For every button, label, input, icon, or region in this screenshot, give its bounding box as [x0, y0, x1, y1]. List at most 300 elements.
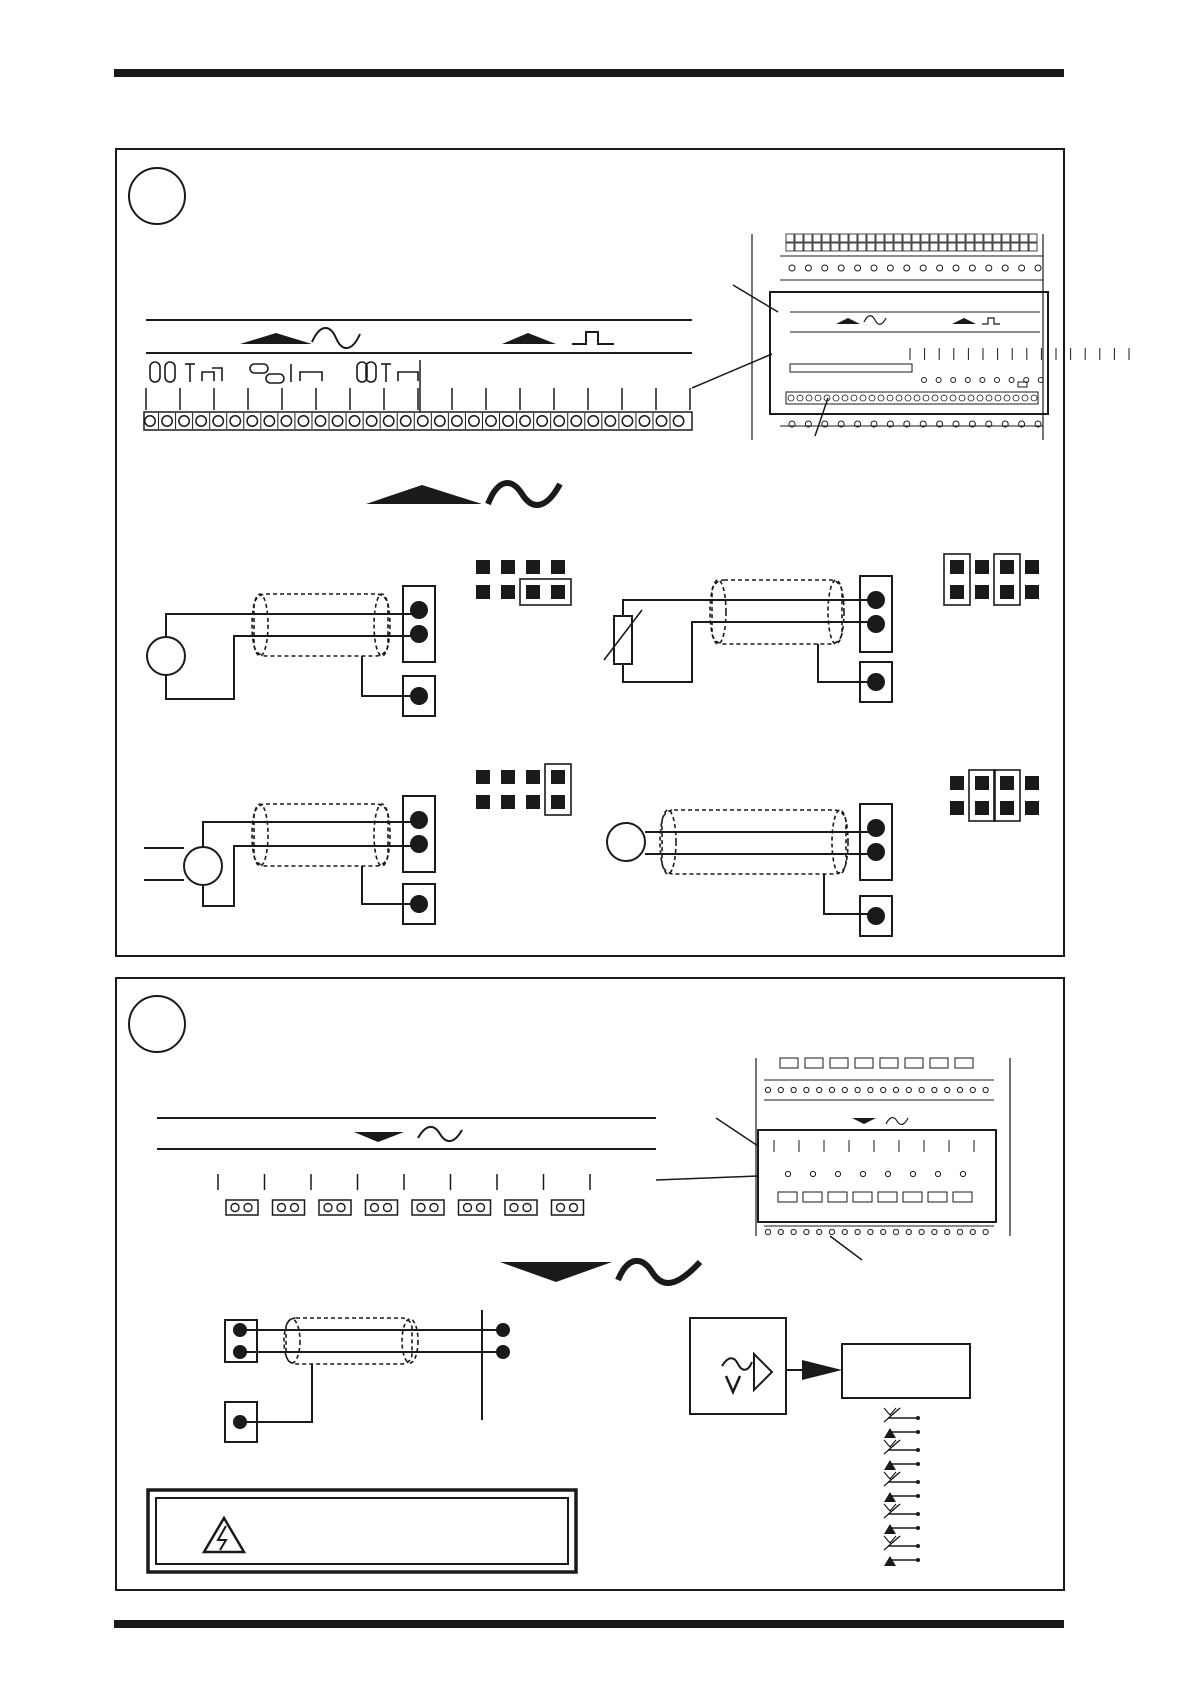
mini-terminal — [840, 243, 848, 251]
terminal-screw — [298, 416, 308, 426]
output-module-overview — [656, 1058, 1010, 1260]
jumper-pin — [1000, 560, 1014, 574]
jumper-pin — [476, 585, 490, 599]
mini-terminal-pair — [780, 1058, 798, 1068]
output-terminal-strip — [157, 1118, 656, 1215]
terminal-connector — [403, 586, 435, 662]
mini-screw — [957, 1087, 962, 1092]
leader-line-module — [733, 285, 778, 312]
wire — [623, 600, 876, 616]
mini-screw — [905, 395, 911, 401]
top-rule — [114, 69, 1064, 77]
mini-led — [1009, 378, 1014, 383]
terminal-screw — [401, 416, 411, 426]
high-voltage-warning-icon — [204, 1518, 244, 1552]
terminal-screw — [571, 416, 581, 426]
terminal-screw — [588, 416, 598, 426]
jumper-pin — [975, 585, 989, 599]
jumper-pin — [950, 776, 964, 790]
mini-screw — [806, 395, 812, 401]
terminal-screw — [247, 416, 257, 426]
jumper-pin — [526, 585, 540, 599]
mini-led — [835, 1171, 840, 1176]
jumper-pin — [476, 560, 490, 574]
jumper-pin — [1025, 776, 1039, 790]
mini-screw — [878, 395, 884, 401]
mini-terminal-pair — [828, 1192, 847, 1202]
jumper-pin — [975, 801, 989, 815]
switch-contact — [916, 1526, 920, 1530]
mini-screw — [842, 395, 848, 401]
mini-screw — [778, 1229, 783, 1234]
mini-screw — [969, 265, 975, 271]
output-module-highlight — [758, 1130, 996, 1222]
mini-terminal — [813, 234, 821, 242]
jumper-pin — [975, 560, 989, 574]
mini-terminal — [921, 243, 929, 251]
mini-screw — [805, 265, 811, 271]
terminal-connector — [403, 796, 435, 872]
terminal-screw — [291, 1204, 299, 1212]
mini-screw — [788, 395, 794, 401]
terminal-screw — [162, 416, 172, 426]
mini-screw — [817, 1087, 822, 1092]
terminal-screw — [673, 416, 683, 426]
mini-led — [951, 378, 956, 383]
cable-shield — [254, 804, 388, 866]
mini-terminal-pair — [855, 1058, 873, 1068]
terminal-screw — [349, 416, 359, 426]
terminal-screw — [477, 1204, 485, 1212]
mini-terminal — [948, 234, 956, 242]
mini-terminal — [786, 234, 794, 242]
terminal-dot — [867, 907, 885, 925]
mini-screw — [791, 1229, 796, 1234]
mini-terminal — [795, 234, 803, 242]
terminal-dot — [410, 601, 428, 619]
mini-terminal — [1029, 234, 1037, 242]
mini-screw — [983, 1087, 988, 1092]
jumper-pin — [526, 560, 540, 574]
mini-terminal-pair — [805, 1058, 823, 1068]
jumper-pin — [501, 795, 515, 809]
mini-terminal — [822, 243, 830, 251]
switch-contact — [916, 1512, 920, 1516]
mini-screw — [804, 1229, 809, 1234]
mini-screw — [871, 265, 877, 271]
mini-screw — [869, 395, 875, 401]
mini-screw — [959, 395, 965, 401]
input-module-highlight — [770, 292, 1048, 414]
mini-led — [936, 378, 941, 383]
mini-screw — [896, 395, 902, 401]
mini-screw — [868, 1229, 873, 1234]
input-terminal-strip — [144, 320, 692, 430]
mini-screw — [1004, 395, 1010, 401]
jumper-pin — [501, 585, 515, 599]
mini-screw — [1019, 265, 1025, 271]
mini-screw — [893, 1229, 898, 1234]
terminal-screw — [179, 416, 189, 426]
mini-terminal — [795, 243, 803, 251]
terminal-screw — [570, 1204, 578, 1212]
mini-terminal — [1011, 243, 1019, 251]
mini-screw — [906, 1087, 911, 1092]
terminal-screw — [281, 416, 291, 426]
mini-terminal — [786, 243, 794, 251]
mini-terminal — [849, 243, 857, 251]
switch-contact — [916, 1480, 920, 1484]
mini-screw — [941, 395, 947, 401]
jumper-pin — [1000, 585, 1014, 599]
output-sine-wave-icon — [418, 1127, 462, 1141]
mini-led — [860, 1171, 865, 1176]
mini-screw — [968, 395, 974, 401]
mini-screw — [945, 1087, 950, 1092]
mini-led — [935, 1171, 940, 1176]
shield-end — [252, 804, 268, 866]
mini-terminal-pair — [878, 1192, 897, 1202]
mini-terminal — [867, 243, 875, 251]
mini-screw — [804, 1087, 809, 1092]
terminal-screw — [145, 416, 155, 426]
mini-screw — [791, 1087, 796, 1092]
section-1-marker-circle — [129, 168, 185, 224]
jumper-pin — [551, 560, 565, 574]
mini-terminal — [993, 234, 1001, 242]
mini-screw — [842, 1087, 847, 1092]
mini-terminal-pair — [955, 1058, 973, 1068]
mini-terminal — [894, 234, 902, 242]
mini-terminal-pair — [880, 1058, 898, 1068]
mini-terminal — [885, 243, 893, 251]
terminal-screw — [656, 416, 666, 426]
mini-screw — [887, 395, 893, 401]
mini-terminal — [813, 243, 821, 251]
mini-led — [910, 1171, 915, 1176]
terminal-screw — [464, 1204, 472, 1212]
mini-screw — [919, 1087, 924, 1092]
mini-terminal — [858, 234, 866, 242]
mini-screw — [855, 1229, 860, 1234]
mini-screw — [797, 395, 803, 401]
input-triangle-up-icon — [240, 333, 312, 344]
switch-contact — [916, 1448, 920, 1452]
mini-screw — [765, 1229, 770, 1234]
terminal-screw — [324, 1204, 332, 1212]
terminal-screw — [231, 1204, 239, 1212]
mini-terminal — [840, 234, 848, 242]
switch-arrow — [884, 1524, 896, 1534]
mini-screw — [970, 1229, 975, 1234]
mini-screw — [817, 1229, 822, 1234]
jumper-pin — [1025, 560, 1039, 574]
mini-screw — [778, 1087, 783, 1092]
mini-terminal — [804, 234, 812, 242]
mini-terminal — [948, 243, 956, 251]
square-pulse-icon — [572, 332, 614, 344]
mini-screw — [977, 395, 983, 401]
mini-terminal — [903, 243, 911, 251]
cable-shield — [254, 594, 388, 656]
mini-led — [960, 1171, 965, 1176]
terminal-connector — [860, 804, 892, 880]
mini-terminal — [957, 234, 965, 242]
voltage-amplifier-icon — [722, 1354, 772, 1392]
mini-screw — [957, 1229, 962, 1234]
terminal-screw — [384, 1204, 392, 1212]
mini-terminal-pair — [853, 1192, 872, 1202]
terminal-screw — [371, 1204, 379, 1212]
leader-line-strip — [692, 354, 772, 388]
mini-screw — [986, 265, 992, 271]
jumper-pin — [526, 795, 540, 809]
mini-terminal — [1002, 243, 1010, 251]
terminal-screw — [430, 1204, 438, 1212]
section-1-panel — [116, 149, 1129, 956]
mini-terminal — [876, 234, 884, 242]
terminal-screw — [315, 416, 325, 426]
mini-screw — [923, 395, 929, 401]
mini-terminal — [930, 243, 938, 251]
jumper-pin — [1025, 801, 1039, 815]
two-wire-I-icon — [250, 364, 322, 383]
jumper-pin — [950, 585, 964, 599]
terminal-screw — [278, 1204, 286, 1212]
mini-terminal — [939, 234, 947, 242]
mini-screw — [838, 265, 844, 271]
mini-screw — [881, 1229, 886, 1234]
mini-terminal — [984, 234, 992, 242]
mini-terminal — [957, 243, 965, 251]
two-wire-T-icon — [357, 362, 418, 382]
terminal-dot — [867, 615, 885, 633]
mini-terminal-pair — [803, 1192, 822, 1202]
cable-shield — [712, 580, 842, 644]
terminal-screw — [196, 416, 206, 426]
bottom-rule — [114, 1620, 1064, 1628]
jumper-pin — [551, 585, 565, 599]
terminal-screw — [605, 416, 615, 426]
mini-screw — [920, 265, 926, 271]
terminal-screw — [523, 1204, 531, 1212]
jumper-pin — [501, 560, 515, 574]
switch-contact — [916, 1416, 920, 1420]
output-wiring-example — [225, 1310, 510, 1442]
jumper-pin — [476, 770, 490, 784]
terminal-screw — [554, 416, 564, 426]
mini-terminal — [984, 243, 992, 251]
mini-screw — [919, 1229, 924, 1234]
switch-arrow — [884, 1492, 896, 1502]
terminal-screw — [435, 416, 445, 426]
output-block-diagram — [690, 1318, 970, 1566]
terminal-screw — [503, 416, 513, 426]
jumper-pin — [501, 770, 515, 784]
jumper-pin — [551, 770, 565, 784]
terminal-screw — [337, 1204, 345, 1212]
cable-shield — [662, 810, 846, 874]
mini-terminal — [876, 243, 884, 251]
wire — [166, 636, 419, 699]
mini-terminal — [1020, 243, 1028, 251]
mini-terminal — [912, 234, 920, 242]
mini-terminal — [804, 243, 812, 251]
mini-screw — [1035, 265, 1041, 271]
mini-screw — [833, 395, 839, 401]
jumper-pin — [1000, 776, 1014, 790]
output-triangle-down-icon — [354, 1132, 404, 1142]
current-source-icon — [147, 637, 185, 675]
shield-end — [710, 580, 726, 644]
jumper-pin — [1000, 801, 1014, 815]
terminal-screw — [213, 416, 223, 426]
mini-terminal — [1029, 243, 1037, 251]
mini-screw — [932, 395, 938, 401]
wire — [203, 822, 419, 847]
terminal-screw — [384, 416, 394, 426]
terminal-screw — [537, 416, 547, 426]
terminal-screw — [332, 416, 342, 426]
mini-terminal — [885, 234, 893, 242]
output-header-triangle-icon — [500, 1262, 612, 1282]
jumper-pin — [950, 801, 964, 815]
input-header-sine-icon — [488, 483, 560, 505]
mini-screw — [937, 265, 943, 271]
terminal-screw — [264, 416, 274, 426]
mini-screw — [789, 265, 795, 271]
sine-wave-icon — [312, 328, 360, 348]
mini-screw — [1022, 395, 1028, 401]
mini-terminal — [939, 243, 947, 251]
mini-screw — [881, 1087, 886, 1092]
switch-contact — [916, 1462, 920, 1466]
terminal-dot — [867, 591, 885, 609]
mini-terminal-pair — [928, 1192, 947, 1202]
mini-terminal — [903, 234, 911, 242]
terminal-screw — [230, 416, 240, 426]
mini-terminal-pair — [930, 1058, 948, 1068]
jumper-pin — [950, 560, 964, 574]
mini-screw — [815, 395, 821, 401]
switch-contact — [916, 1544, 920, 1548]
mini-led — [980, 378, 985, 383]
terminal-screw — [510, 1204, 518, 1212]
mini-terminal — [822, 234, 830, 242]
terminal-connector — [860, 576, 892, 652]
jumper-pin — [526, 770, 540, 784]
input-header-triangle-icon — [366, 485, 482, 504]
mini-screw — [868, 1087, 873, 1092]
section-2-marker-circle — [129, 996, 185, 1052]
mini-led — [785, 1171, 790, 1176]
mini-screw — [932, 1087, 937, 1092]
mini-screw — [983, 1229, 988, 1234]
mini-led — [965, 378, 970, 383]
shield-end — [828, 580, 844, 644]
mini-screw — [995, 395, 1001, 401]
terminal-dot — [410, 625, 428, 643]
wire — [623, 622, 876, 682]
terminal-screw — [418, 416, 428, 426]
mini-screw — [906, 1229, 911, 1234]
mini-terminal — [894, 243, 902, 251]
jumper-pin — [476, 795, 490, 809]
shield-end — [252, 594, 268, 656]
mini-terminal — [912, 243, 920, 251]
mini-terminal — [849, 234, 857, 242]
jumper-pin — [975, 776, 989, 790]
mini-terminal — [975, 234, 983, 242]
mini-screw — [855, 1087, 860, 1092]
mini-screw — [887, 265, 893, 271]
mini-screw — [1031, 395, 1037, 401]
terminal-screw — [520, 416, 530, 426]
switch-arrow — [884, 1428, 896, 1438]
mini-terminal — [1020, 234, 1028, 242]
mini-screw — [1013, 395, 1019, 401]
mini-screw — [914, 395, 920, 401]
mini-led — [922, 378, 927, 383]
mini-screw — [932, 1229, 937, 1234]
switch-contact — [916, 1430, 920, 1434]
mini-screw — [950, 395, 956, 401]
mini-screw — [829, 1229, 834, 1234]
mini-terminal — [966, 243, 974, 251]
wire — [166, 614, 419, 637]
mini-terminal-pair — [905, 1058, 923, 1068]
jumper-pin — [551, 795, 565, 809]
mini-screw — [855, 265, 861, 271]
mini-terminal — [1002, 234, 1010, 242]
terminal-dot — [867, 843, 885, 861]
terminal-screw — [557, 1204, 565, 1212]
mini-screw — [893, 1087, 898, 1092]
mini-terminal-pair — [953, 1192, 972, 1202]
section-2-panel — [116, 978, 1064, 1590]
mini-terminal — [966, 234, 974, 242]
terminal-screw — [639, 416, 649, 426]
mini-terminal — [993, 243, 1001, 251]
mini-screw — [860, 395, 866, 401]
switch-contact — [916, 1558, 920, 1562]
mini-led — [995, 378, 1000, 383]
mini-screw — [842, 1229, 847, 1234]
switch-arrow — [884, 1556, 896, 1566]
mini-terminal — [921, 234, 929, 242]
mini-screw — [953, 265, 959, 271]
terminal-screw — [366, 416, 376, 426]
jumper-pin — [1025, 585, 1039, 599]
mini-terminal-pair — [903, 1192, 922, 1202]
terminal-screw — [244, 1204, 252, 1212]
mini-terminal-pair — [778, 1192, 797, 1202]
variable-resistor-icon — [614, 616, 632, 664]
mini-terminal — [867, 234, 875, 242]
terminal-screw — [486, 416, 496, 426]
terminal-screw — [417, 1204, 425, 1212]
terminal-screw — [622, 416, 632, 426]
terminal-dot — [410, 835, 428, 853]
mini-screw — [904, 265, 910, 271]
terminal-dot — [410, 811, 428, 829]
mini-screw — [1002, 265, 1008, 271]
wire — [203, 846, 419, 906]
warning-box — [148, 1490, 576, 1572]
mini-terminal — [831, 234, 839, 242]
mini-terminal — [831, 243, 839, 251]
terminal-screw — [469, 416, 479, 426]
